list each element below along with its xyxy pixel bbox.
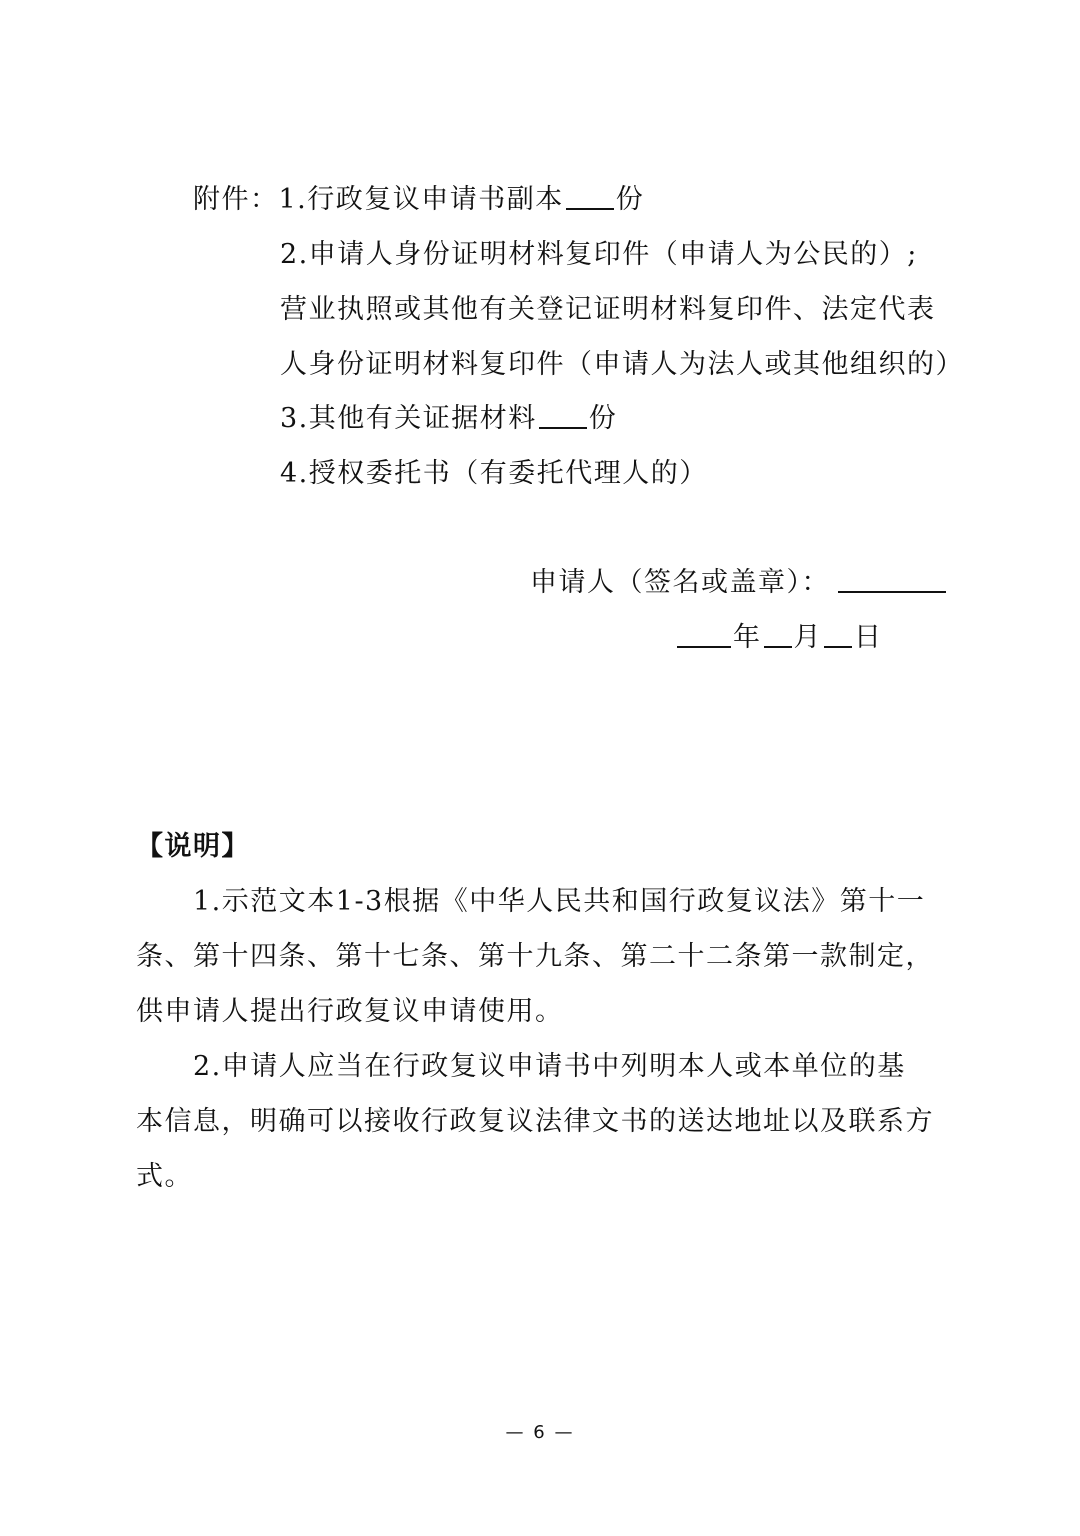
attachment-item-2-line-2: 营业执照或其他有关登记证明材料复印件、法定代表 bbox=[280, 294, 936, 325]
attachments-label: 附件： bbox=[193, 184, 279, 215]
attachment-item-3: 3.其他有关证据材料 份 bbox=[280, 403, 618, 434]
notes-heading: 【说明】 bbox=[136, 831, 250, 862]
notes-p2-line-1: 2.申请人应当在行政复议申请书中列明本人或本单位的基 bbox=[193, 1051, 906, 1082]
day-blank bbox=[824, 620, 852, 648]
date-line: 年 月 日 bbox=[675, 620, 883, 656]
year-blank bbox=[677, 620, 731, 648]
month-blank bbox=[764, 620, 792, 648]
notes-p1-line-2: 条、第十四条、第十七条、第十九条、第二十二条第一款制定， bbox=[136, 941, 934, 972]
attachment-item-2-line-3: 人身份证明材料复印件（申请人为法人或其他组织的） bbox=[280, 349, 964, 380]
signature-label: 申请人（签名或盖章）： bbox=[530, 567, 830, 598]
copies-blank bbox=[539, 401, 587, 429]
signature-line bbox=[530, 565, 948, 601]
attachment-item-1: 附件：1.行政复议申请书副本 份 bbox=[193, 184, 645, 215]
attachment-item-2-line-1: 2.申请人身份证明材料复印件（申请人为公民的）; bbox=[280, 239, 918, 270]
attachment-item-4: 4.授权委托书（有委托代理人的） bbox=[280, 458, 708, 489]
copies-blank bbox=[566, 182, 614, 210]
page-number: — 6 — bbox=[505, 1422, 575, 1443]
signature-blank bbox=[838, 565, 946, 593]
notes-p2-line-2: 本信息，明确可以接收行政复议法律文书的送达地址以及联系方 bbox=[136, 1106, 934, 1137]
notes-p1-line-1: 1.示范文本1-3根据《中华人民共和国行政复议法》第十一 bbox=[193, 886, 926, 917]
notes-p1-line-3: 供申请人提出行政复议申请使用。 bbox=[136, 996, 564, 1027]
notes-p2-line-3: 式。 bbox=[136, 1161, 193, 1192]
